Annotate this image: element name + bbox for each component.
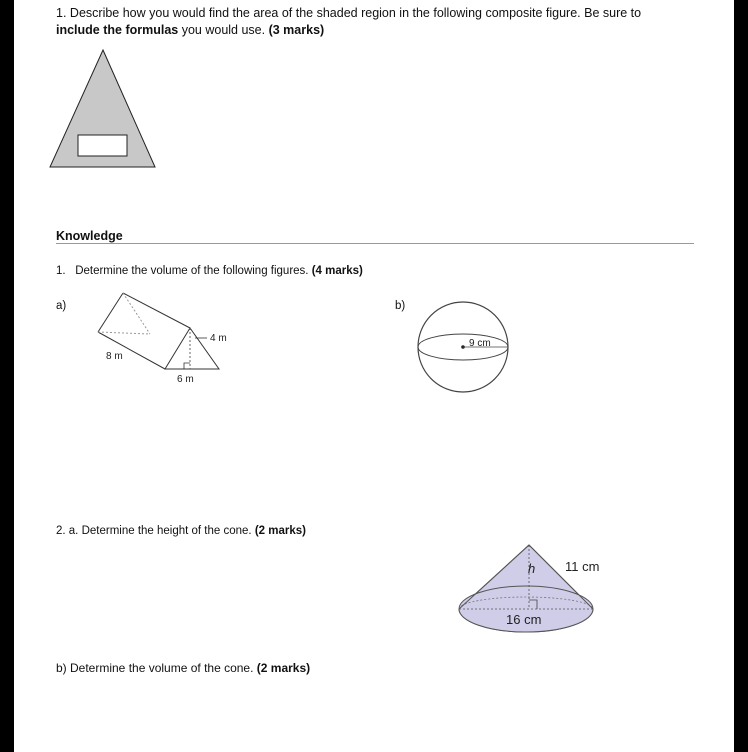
k1-text: Determine the volume of the following figures. (75, 265, 312, 277)
prism-base-label: 6 m (177, 374, 194, 385)
k1-number: 1. (56, 265, 66, 277)
part-b-label: b) (395, 300, 406, 312)
prism-length-label: 8 m (106, 351, 123, 362)
sphere-radius-label: 9 cm (469, 338, 491, 349)
cone-diameter-label: 16 cm (506, 612, 542, 627)
knowledge-heading: Knowledge (56, 229, 123, 243)
cone-height-label: h (528, 561, 536, 576)
q1-line1 (56, 5, 641, 22)
sphere-figure (416, 300, 512, 396)
k2b-marks: (2 marks) (256, 661, 311, 675)
k2-question-b (56, 660, 310, 677)
cone-figure (455, 540, 615, 640)
triangular-prism-figure (95, 290, 255, 390)
unshaded-rectangle (78, 135, 127, 156)
q1-text: Describe how you would find the area of the shaded region in the following composite figure. Be sure to (69, 6, 642, 20)
k2-marks: (2 marks) (254, 525, 306, 537)
k2-text: 2. a. Determine the height of the cone. (56, 525, 255, 537)
q1-formulas-bold: include the formulas (56, 23, 179, 37)
q1-number: 1. (56, 6, 67, 20)
knowledge-divider (56, 243, 694, 244)
part-a-label: a) (56, 300, 67, 312)
q1-line2 (56, 22, 324, 39)
k2-question-a (56, 523, 306, 540)
k2b-text: b) Determine the volume of the cone. (56, 661, 257, 675)
composite-triangle-figure (48, 48, 158, 170)
q1-line2-rest: you would use. (178, 23, 269, 37)
cone-slant-label: 11 cm (565, 559, 600, 574)
q1-marks: (3 marks) (268, 23, 325, 37)
prism-height-label: 4 m (210, 333, 227, 344)
k1-question (56, 263, 363, 280)
k1-marks: (4 marks) (311, 265, 363, 277)
